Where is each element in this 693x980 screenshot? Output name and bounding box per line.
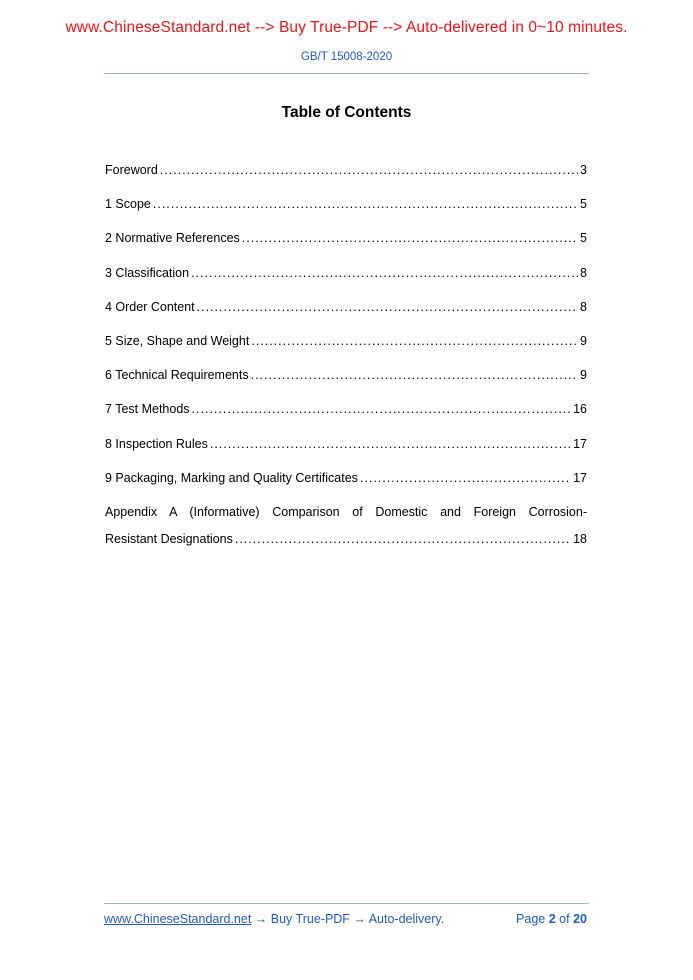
toc-entry-normative-references[interactable]: [105, 226, 587, 260]
toc-entry-size-shape-weight[interactable]: [105, 329, 587, 363]
toc-entry-label-line1: Appendix A (Informative) Comparison of Domestic and Foreign Corrosion-: [105, 504, 587, 519]
table-of-contents: [105, 158, 587, 561]
footer-promo-text: → Buy True-PDF → Auto-delivery.: [251, 912, 445, 926]
toc-entry-page: 8: [580, 299, 587, 314]
toc-entry-inspection-rules[interactable]: [105, 432, 587, 466]
toc-entry-label-line2-row: [105, 527, 587, 561]
toc-entry-foreword[interactable]: [105, 158, 587, 192]
toc-entry-label: 6 Technical Requirements: [105, 368, 249, 383]
toc-dot-leader: [160, 158, 578, 182]
toc-entry-label: 1 Scope: [105, 197, 151, 212]
toc-entry-label: 5 Size, Shape and Weight: [105, 333, 250, 348]
footer-promo: [104, 912, 444, 926]
toc-dot-leader: [360, 466, 571, 490]
toc-entry-page: 9: [580, 368, 587, 383]
toc-entry-technical-requirements[interactable]: [105, 363, 587, 397]
toc-entry-packaging-marking[interactable]: [105, 466, 587, 500]
page-of: of: [559, 912, 570, 926]
toc-entry-label: Foreword: [105, 163, 158, 177]
toc-dot-leader: [235, 527, 571, 551]
toc-dot-leader: [251, 329, 578, 353]
header-divider: [104, 73, 589, 74]
toc-entry-label: 2 Normative References: [105, 231, 240, 246]
footer-site-link[interactable]: www.ChineseStandard.net: [104, 912, 252, 926]
toc-dot-leader: [242, 226, 578, 250]
toc-entry-classification[interactable]: [105, 261, 587, 295]
toc-entry-scope[interactable]: [105, 192, 587, 226]
toc-dot-leader: [251, 363, 578, 387]
toc-entry-test-methods[interactable]: [105, 397, 587, 431]
toc-entry-page: 5: [580, 197, 587, 212]
toc-entry-page: 16: [573, 402, 587, 417]
toc-entry-label: 8 Inspection Rules: [105, 436, 208, 451]
page-current: 2: [548, 912, 556, 926]
toc-dot-leader: [153, 192, 578, 216]
toc-entry-label: 3 Classification: [105, 265, 190, 280]
toc-dot-leader: [192, 397, 572, 421]
page-number: [516, 912, 587, 926]
toc-dot-leader: [210, 432, 571, 456]
toc-entry-label: 4 Order Content: [105, 299, 195, 314]
toc-dot-leader: [197, 295, 578, 319]
toc-entry-page: 17: [573, 470, 587, 485]
page-total: 20: [573, 912, 587, 926]
toc-entry-order-content[interactable]: [105, 295, 587, 329]
promo-banner[interactable]: www.ChineseStandard.net --> Buy True-PDF --> Auto-delivered in 0~10 minutes.: [65, 19, 628, 36]
toc-entry-label: 9 Packaging, Marking and Quality Certificates: [105, 470, 358, 485]
toc-dot-leader: [191, 261, 578, 285]
toc-entry-page: 5: [580, 231, 587, 246]
toc-entry-label: Resistant Designations: [105, 531, 233, 546]
toc-entry-label: 7 Test Methods: [105, 402, 190, 417]
page-title: Table of Contents: [281, 104, 412, 121]
toc-entry-page: 18: [573, 531, 587, 546]
footer-divider: [104, 903, 589, 904]
document-id: GB/T 15008-2020: [300, 51, 393, 63]
toc-entry-page: 9: [580, 333, 587, 348]
toc-entry-page: 3: [580, 163, 587, 177]
page-prefix: Page: [516, 912, 546, 926]
toc-entry-page: 8: [580, 265, 587, 280]
toc-entry-appendix-a[interactable]: [105, 500, 587, 561]
toc-entry-page: 17: [573, 436, 587, 451]
